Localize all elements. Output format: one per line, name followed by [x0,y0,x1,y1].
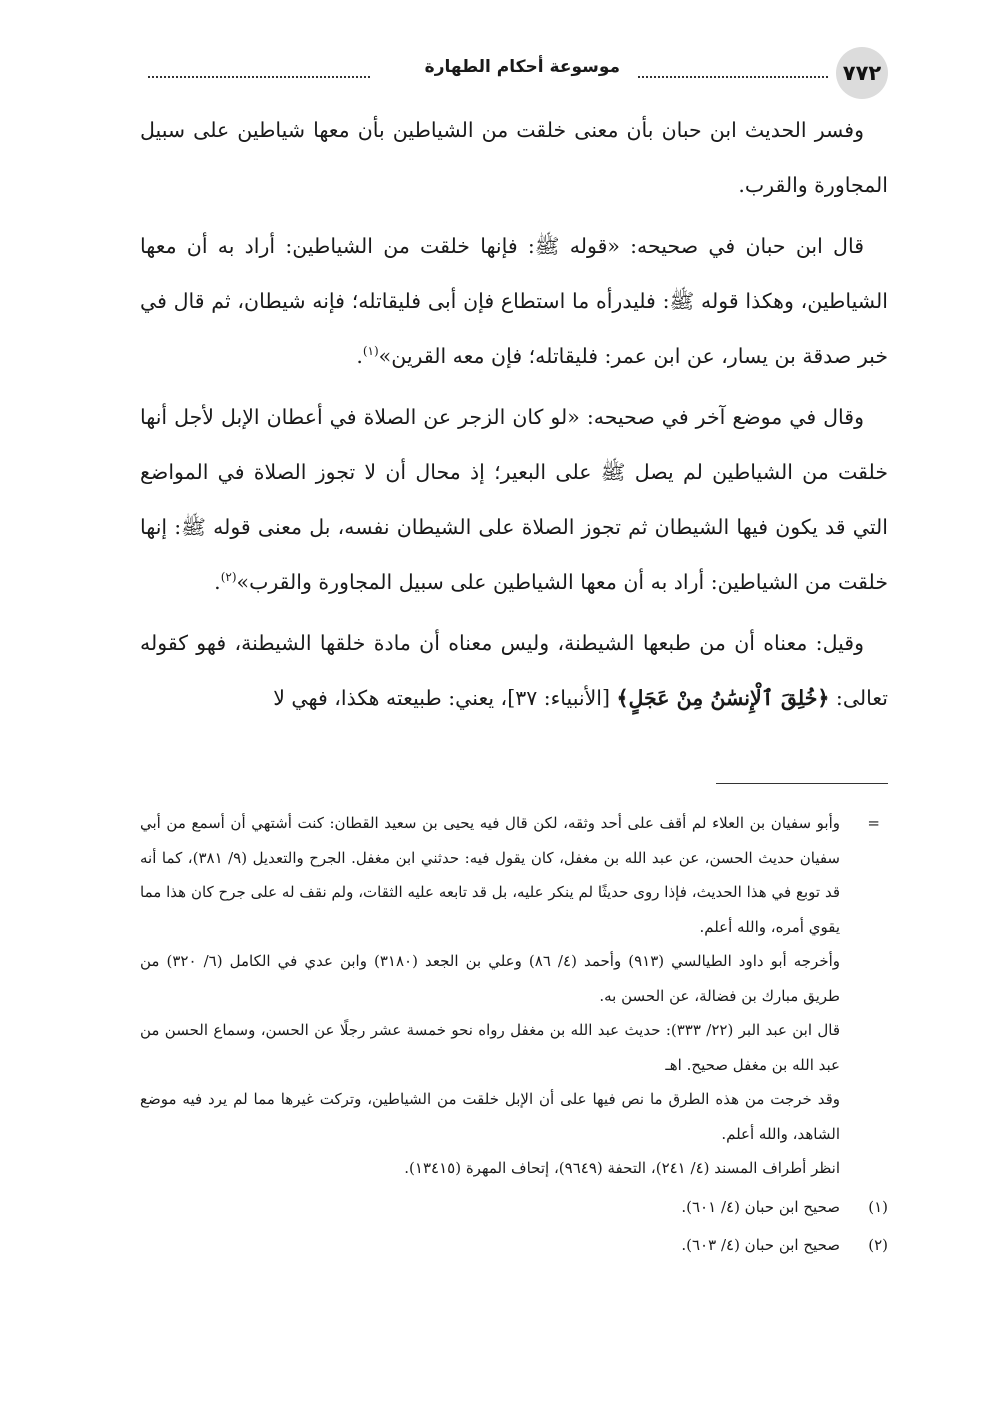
footnote-number: (٢) [868,1236,888,1254]
paragraph-end: . [214,570,221,594]
footnote-ref[interactable]: (٢) [220,570,237,585]
footnote-separator [716,783,888,784]
paragraph-text: وقيل: معناه أن من طبعها الشيطنة، وليس معناه أن مادة خلقها الشيطنة، فهو كقوله تعالى: [140,631,888,710]
footnote-number: (١) [868,1197,888,1216]
footnote-text: صحيح ابن حبان (٤/ ٦٠٣). [681,1236,840,1254]
footnotes [140,806,888,1263]
continuation-mark: = [867,814,880,832]
footnote-paragraph: وأخرجه أبو داود الطيالسي (٩١٣) وأحمد (٤/ ٨٦) وعلي بن الجعد (٣١٨٠) وابن عدي في الكامل (٦/ ٣٢٠) من طريق مبارك بن فضالة، عن الحسن به. [140,952,841,1005]
paragraph [140,616,888,726]
footnote-text: صحيح ابن حبان (٤/ ٦٠١). [681,1197,840,1216]
page-header [140,47,888,99]
footnote-paragraph: انظر أطراف المسند (٤/ ٢٤١)، التحفة (٩٦٤٩)، إتحاف المهرة (١٣٤١٥). [404,1159,840,1177]
paragraph [140,219,888,384]
footnote-continuation [140,806,888,1186]
verse-citation: [الأنبياء: ٣٧] [507,686,617,710]
header-dotted-rule-left [148,76,370,78]
paragraph-text: وقال في موضع آخر في صحيحه: «لو كان الزجر عن الصلاة في أعطان الإبل لأجل أنها خلقت من الشياطين لم يصل ﷺ على البعير؛ إذ محال أن لا تجوز الصلاة في المواضع التي قد يكون فيها الشيطان ثم تجوز الصلاة على الشيطان نفسه، بل معنى قوله ﷺ: إنها خلقت من الشياطين: أراد به أن معها الشياطين على سبيل المجاورة والقرب» [140,405,888,594]
paragraph-text: ، يعني: طبيعته هكذا، فهي لا [273,686,508,710]
paragraph-text: قال ابن حبان في صحيحه: «قوله ﷺ: فإنها خلقت من الشياطين: أراد به أن معها الشياطين، وهكذا قوله ﷺ: فليدرأه ما استطاع فإن أبى فليقاتله؛ فإنه شيطان، ثم قال في خبر صدقة بن يسار، عن ابن عمر: فليقاتله؛ فإن معه القرين» [140,234,888,368]
footnote-2 [140,1228,888,1263]
footnote-paragraph: وقد خرجت من هذه الطرق ما نص فيها على أن الإبل خلقت من الشياطين، وتركت غيرها مما لم يرد فيه موضع الشاهد، والله أعلم. [140,1090,840,1143]
paragraph-end: . [356,344,363,368]
footnote-paragraph: وأبو سفيان بن العلاء لم أقف على أحد وثقه، لكن قال فيه يحيى بن سعيد القطان: كنت أشتهي أن أسمع من أبي سفيان حديث الحسن، عن عبد الله بن مغفل، كان يقول فيه: حدثني ابن مغفل. الجرح والتعديل (٩/ ٣٨١)، كما أنه قد توبع في هذا الحديث، فإذا روى حديثًا لم ينكر عليه، بل قد تابعه عليه الثقات، ولم نقف له على جرح كان هذا مما يقوي أمره، والله أعلم. [140,814,840,936]
quran-verse: ﴿خُلِقَ ٱلْإِنسَٰنُ مِنْ عَجَلٍ﴾ [616,686,830,710]
footnote-paragraph: قال ابن عبد البر (٢٢/ ٣٣٣): حديث عبد الله بن مغفل رواه نحو خمسة عشر رجلًا عن الحسن، وسماع الحسن من عبد الله بن مغفل صحيح. اهـ [140,1021,840,1074]
footnote-1 [140,1190,888,1225]
paragraph: وفسر الحديث ابن حبان بأن معنى خلقت من الشياطين بأن معها شياطين على سبيل المجاورة والقرب. [140,118,888,197]
main-text [140,103,888,732]
paragraph [140,390,888,610]
running-title: موسوعة أحكام الطهارة [424,57,620,77]
footnote-ref[interactable]: (١) [362,344,379,359]
header-dotted-rule-right [638,76,828,78]
page-number: ٧٧٢ [836,47,888,99]
